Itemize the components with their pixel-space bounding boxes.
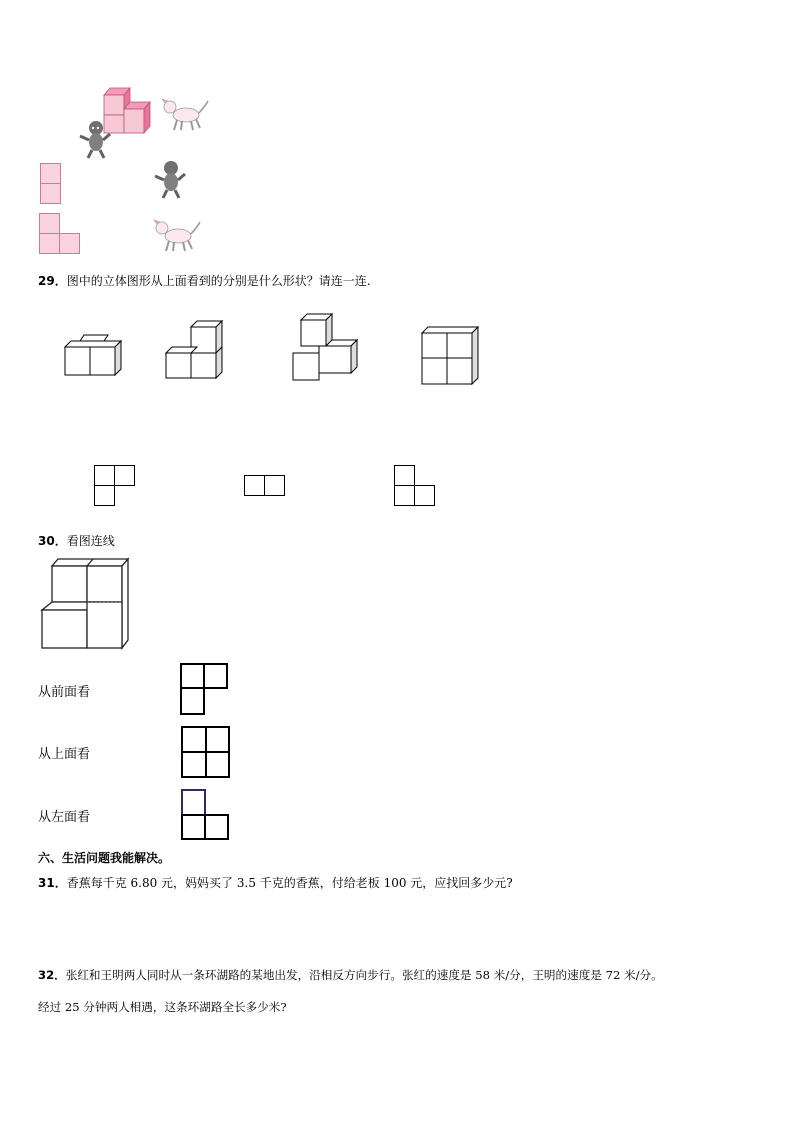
dog-icon — [152, 218, 202, 254]
q32-line-2: 经过 25 分钟两人相遇，这条环湖路全长多少米? — [38, 1000, 287, 1014]
q29-text — [38, 272, 371, 289]
solid-figure-4 — [421, 326, 483, 388]
q30-number: 30． — [38, 534, 67, 548]
q32-line-1: 张红和王明两人同时从一条环湖路的某地出发，沿相反方向步行。张红的速度是 58 米/分，王明的速度是 72 米/分。 — [65, 968, 663, 982]
monkey-icon — [78, 120, 114, 160]
q29-number: 29． — [38, 274, 67, 288]
view-label-top: 从上面看 — [38, 747, 91, 762]
view-label-left: 从左面看 — [38, 810, 91, 825]
q31-text — [38, 874, 513, 891]
q32-text — [38, 967, 663, 983]
view-label-front: 从前面看 — [38, 685, 91, 700]
dog-icon — [160, 97, 210, 133]
q29-stem: 图中的立体图形从上面看到的分别是什么形状？请连一连. — [66, 274, 371, 288]
monkey-icon — [153, 160, 189, 200]
solid-figure-2 — [165, 320, 227, 380]
solid-figure-3 — [292, 313, 362, 383]
q30-solid-figure — [40, 558, 132, 656]
q30-text — [38, 532, 115, 549]
q32-number: 32． — [38, 968, 66, 982]
section-6-title: 六、生活问题我能解决。 — [38, 851, 171, 865]
q31-number: 31． — [38, 876, 67, 890]
solid-figure-1 — [64, 333, 126, 378]
q31-stem: 香蕉每千克 6.80 元，妈妈买了 3.5 千克的香蕉，付给老板 100 元，应找回多少元? — [66, 876, 513, 890]
q30-stem: 看图连线 — [66, 534, 115, 548]
